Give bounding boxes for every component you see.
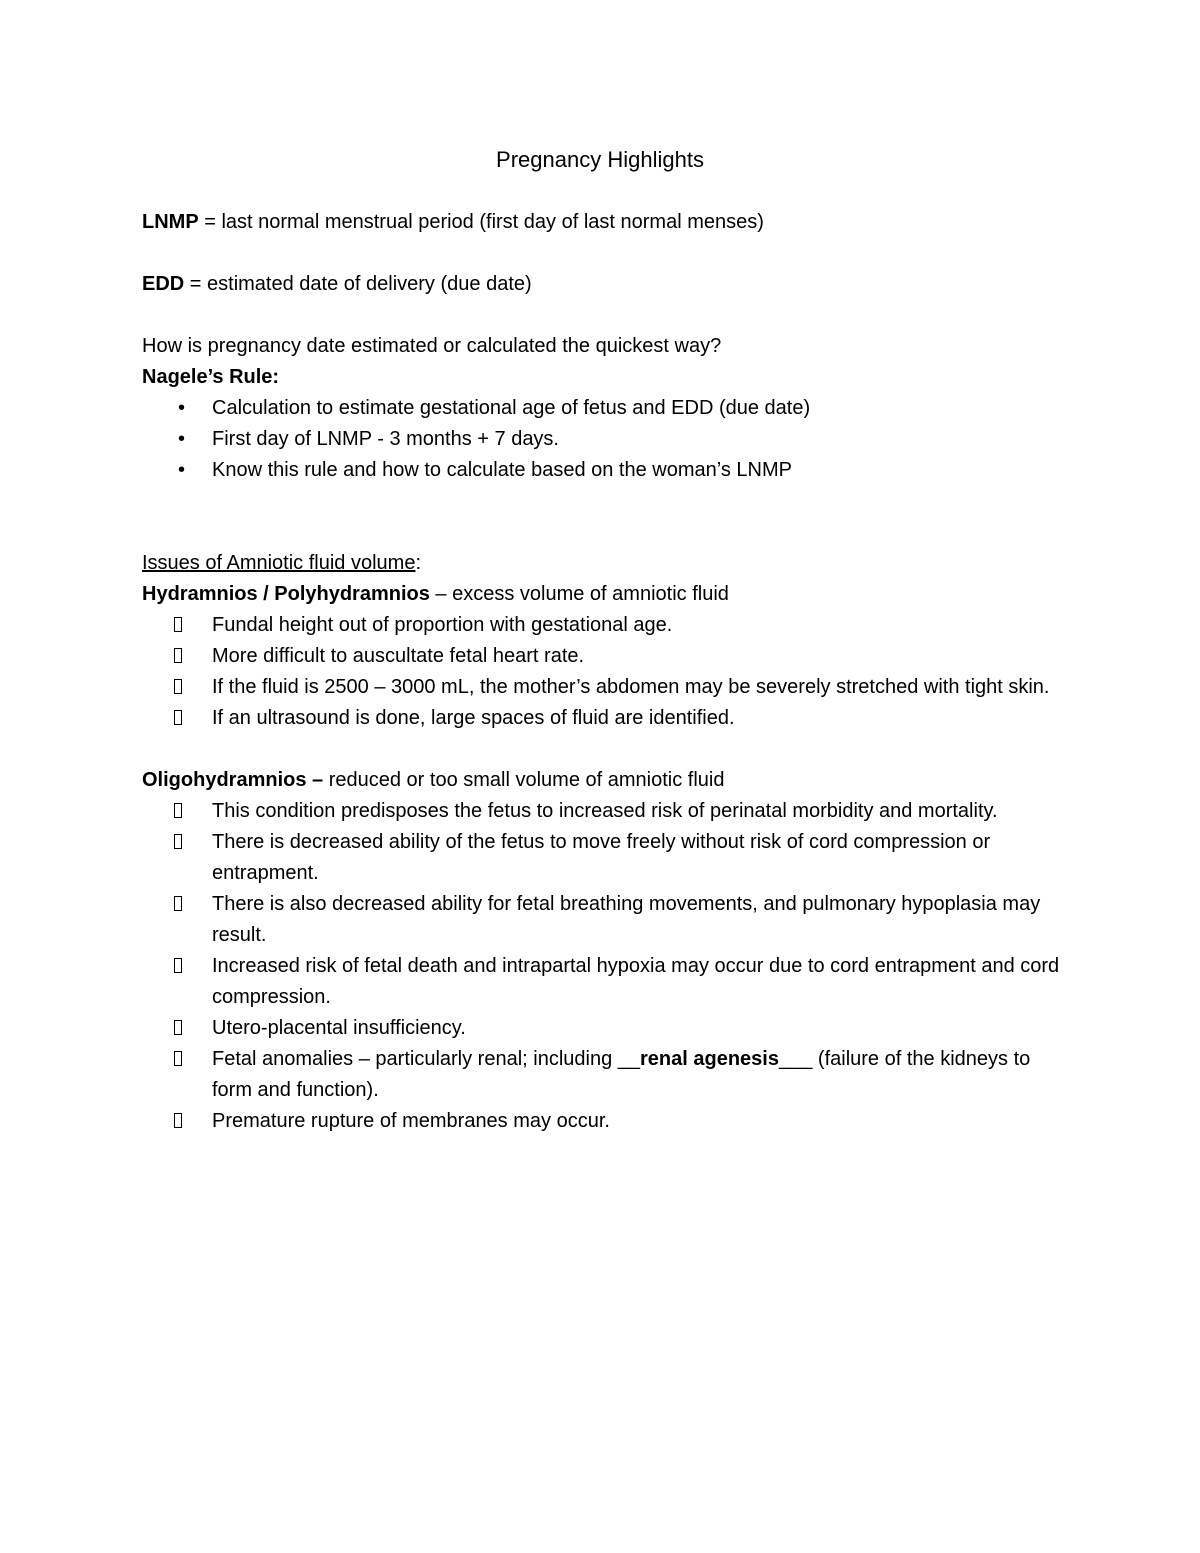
amniotic-heading: Issues of Amniotic fluid volume: [142,552,422,574]
list-item: Premature rupture of membranes may occur. [142,1106,1072,1137]
list-item: • Calculation to estimate gestational age of fetus and EDD (due date) [142,393,1072,424]
list-item: Utero-placental insufficiency. [142,1013,1072,1044]
list-item: • First day of LNMP - 3 months + 7 days. [142,424,1072,455]
checkbox-bullet-icon [174,710,182,725]
lnmp-definition [142,207,1072,238]
oligohydramnios-list [142,796,1072,1137]
edd-term: EDD [142,273,185,295]
nagele-list [142,393,1072,486]
checkbox-bullet-icon [174,1051,182,1066]
list-item: This condition predisposes the fetus to increased risk of perinatal morbidity and mortality. [142,796,1072,827]
bullet-icon: • [178,459,186,481]
oligohydramnios-definition: Oligohydramnios – reduced or too small volume of amniotic fluid [142,769,725,791]
list-item: If an ultrasound is done, large spaces of fluid are identified. [142,703,1072,734]
list-item: • Know this rule and how to calculate based on the woman’s LNMP [142,455,1072,486]
checkbox-bullet-icon [174,679,182,694]
page-title: Pregnancy Highlights [496,147,704,172]
list-item: There is also decreased ability for fetal breathing movements, and pulmonary hypoplasia may result. [142,889,1072,951]
renal-agenesis-answer: renal agenesis [640,1048,779,1070]
checkbox-bullet-icon [174,1020,182,1035]
edd-definition [142,269,1072,300]
lnmp-text: = last normal menstrual period (first day of last normal menses) [198,211,764,233]
list-item: Increased risk of fetal death and intrapartal hypoxia may occur due to cord entrapment and cord compression. [142,951,1072,1013]
pregnancy-date-question: How is pregnancy date estimated or calculated the quickest way? [142,335,722,357]
list-item: Fundal height out of proportion with gestational age. [142,610,1072,641]
edd-text: = estimated date of delivery (due date) [184,273,532,295]
list-item: Fetal anomalies – particularly renal; including __renal agenesis___ (failure of the kidneys to form and function). [142,1044,1072,1106]
list-item: There is decreased ability of the fetus to move freely without risk of cord compression or entrapment. [142,827,1072,889]
bullet-icon: • [178,397,186,419]
oligohydramnios-term: Oligohydramnios – [142,769,324,791]
list-item: If the fluid is 2500 – 3000 mL, the mother’s abdomen may be severely stretched with tight skin. [142,672,1072,703]
document-body [142,207,1072,1137]
nagele-heading: Nagele’s Rule: [142,366,280,388]
hydramnios-definition: Hydramnios / Polyhydramnios – excess volume of amniotic fluid [142,583,729,605]
checkbox-bullet-icon [174,1113,182,1128]
checkbox-bullet-icon [174,896,182,911]
hydramnios-list [142,610,1072,734]
checkbox-bullet-icon [174,803,182,818]
checkbox-bullet-icon [174,617,182,632]
bullet-icon: • [178,428,186,450]
checkbox-bullet-icon [174,648,182,663]
checkbox-bullet-icon [174,958,182,973]
hydramnios-term: Hydramnios / Polyhydramnios [142,583,430,605]
checkbox-bullet-icon [174,834,182,849]
list-item: More difficult to auscultate fetal heart rate. [142,641,1072,672]
lnmp-term: LNMP [142,211,199,233]
